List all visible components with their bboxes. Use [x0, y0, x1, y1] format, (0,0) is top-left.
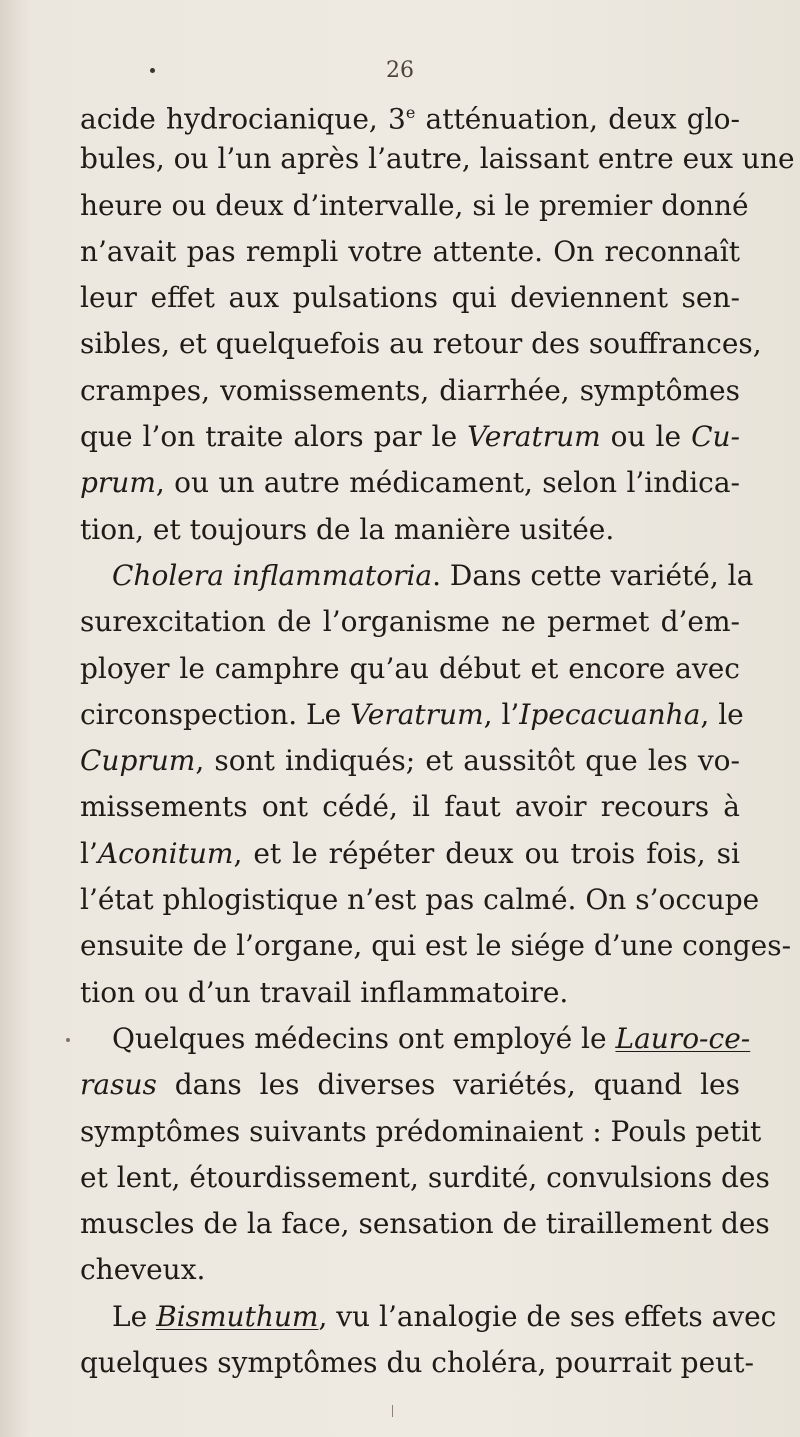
- text-line: [80, 183, 749, 229]
- text-run: Le: [112, 1299, 157, 1333]
- italic-term: rasus: [80, 1068, 157, 1102]
- text-run: ensuite de l’organe, qui est le siége d’une conges-: [80, 929, 792, 963]
- text-run: que l’on traite alors par le: [80, 420, 468, 454]
- text-line: [80, 877, 760, 923]
- text-line: [80, 368, 740, 414]
- text-line: [80, 1340, 754, 1386]
- text-line: [80, 1016, 751, 1062]
- text-run: leur effet aux pulsations qui deviennent sen-: [80, 281, 740, 315]
- text-run: missements ont cédé, il faut avoir recours à: [80, 790, 740, 824]
- ink-speck: [150, 68, 155, 73]
- text-run: surexcitation de l’organisme ne permet d’em-: [80, 605, 740, 639]
- text-run: ou le: [600, 420, 692, 454]
- text-run: atténuation, deux glo-: [415, 102, 741, 136]
- text-run: n’avait pas rempli votre attente. On reconnaît: [80, 234, 740, 268]
- text-run: circonspection. Le: [80, 697, 351, 731]
- italic-term: Cuprum: [80, 744, 196, 778]
- text-run: et lent, étourdissement, surdité, convulsions des: [80, 1160, 770, 1194]
- text-run: Quelques médecins ont employé le: [112, 1021, 616, 1055]
- text-line: [80, 1294, 777, 1340]
- text-run: l’: [80, 836, 98, 870]
- text-run: , le: [700, 697, 744, 731]
- text-run: , ou un autre médicament, selon l’indica-: [155, 466, 740, 500]
- italic-term: Aconitum: [97, 836, 234, 870]
- text-line: [80, 1062, 740, 1108]
- text-line: [80, 970, 740, 1016]
- text-line: [80, 784, 740, 830]
- text-run: cheveux.: [80, 1253, 206, 1287]
- text-run: , vu l’analogie de ses effets avec: [318, 1299, 777, 1333]
- text-line: [80, 1247, 740, 1293]
- text-line: [80, 136, 795, 182]
- text-line: [80, 275, 740, 321]
- italic-term: Lauro-ce-: [615, 1021, 751, 1055]
- body-text: [80, 90, 795, 1386]
- text-run: ployer le camphre qu’au début et encore avec: [80, 651, 740, 685]
- text-run: crampes, vomissements, diarrhée, symptômes: [80, 373, 740, 407]
- text-run: quelques symptômes du choléra, pourrait peut-: [80, 1346, 754, 1380]
- text-run: tion ou d’un travail inflammatoire.: [80, 975, 569, 1009]
- text-run: muscles de la face, sensation de tiraillement des: [80, 1207, 770, 1241]
- text-run: , l’: [483, 697, 520, 731]
- text-line: [80, 1201, 770, 1247]
- text-line: [80, 738, 740, 784]
- text-run: tion, et toujours de la manière usitée.: [80, 512, 615, 546]
- text-run: bules, ou l’un après l’autre, laissant entre eux une: [80, 142, 795, 176]
- text-run: l’état phlogistique n’est pas calmé. On s’occupe: [80, 883, 760, 917]
- text-line: [80, 321, 762, 367]
- text-line: [80, 1109, 762, 1155]
- text-run: . Dans cette variété, la: [432, 558, 754, 592]
- italic-term: prum: [80, 466, 156, 500]
- italic-term: Cholera inflammatoria: [112, 558, 433, 592]
- italic-term: Bismuthum: [156, 1299, 319, 1333]
- italic-term: Cu-: [691, 420, 740, 454]
- text-line: [80, 923, 792, 969]
- text-line: [80, 507, 740, 553]
- text-run: , et le répéter deux ou trois fois, si: [233, 836, 740, 870]
- text-line: [80, 460, 740, 506]
- text-line: [80, 831, 740, 877]
- margin-mark: [66, 1038, 70, 1042]
- text-line: [80, 229, 740, 275]
- italic-term: Ipecacuanha: [519, 697, 701, 731]
- bottom-mark: [392, 1405, 393, 1417]
- page-number: 26: [386, 58, 414, 83]
- text-line: [80, 553, 754, 599]
- text-run: heure ou deux d’intervalle, si le premier donné: [80, 188, 749, 222]
- text-run: , sont indiqués; et aussitôt que les vo-: [195, 744, 740, 778]
- text-run: e: [405, 103, 416, 122]
- text-line: [80, 599, 740, 645]
- text-line: [80, 90, 740, 136]
- text-run: acide hydrocianique, 3: [80, 102, 406, 136]
- text-line: [80, 1155, 770, 1201]
- text-run: sibles, et quelquefois au retour des souffrances,: [80, 327, 762, 361]
- text-line: [80, 414, 740, 460]
- text-run: symptômes suivants prédominaient : Pouls petit: [80, 1114, 762, 1148]
- text-line: [80, 692, 744, 738]
- italic-term: Veratrum: [350, 697, 484, 731]
- text-line: [80, 646, 740, 692]
- text-run: dans les diverses variétés, quand les: [156, 1068, 740, 1102]
- italic-term: Veratrum: [467, 420, 601, 454]
